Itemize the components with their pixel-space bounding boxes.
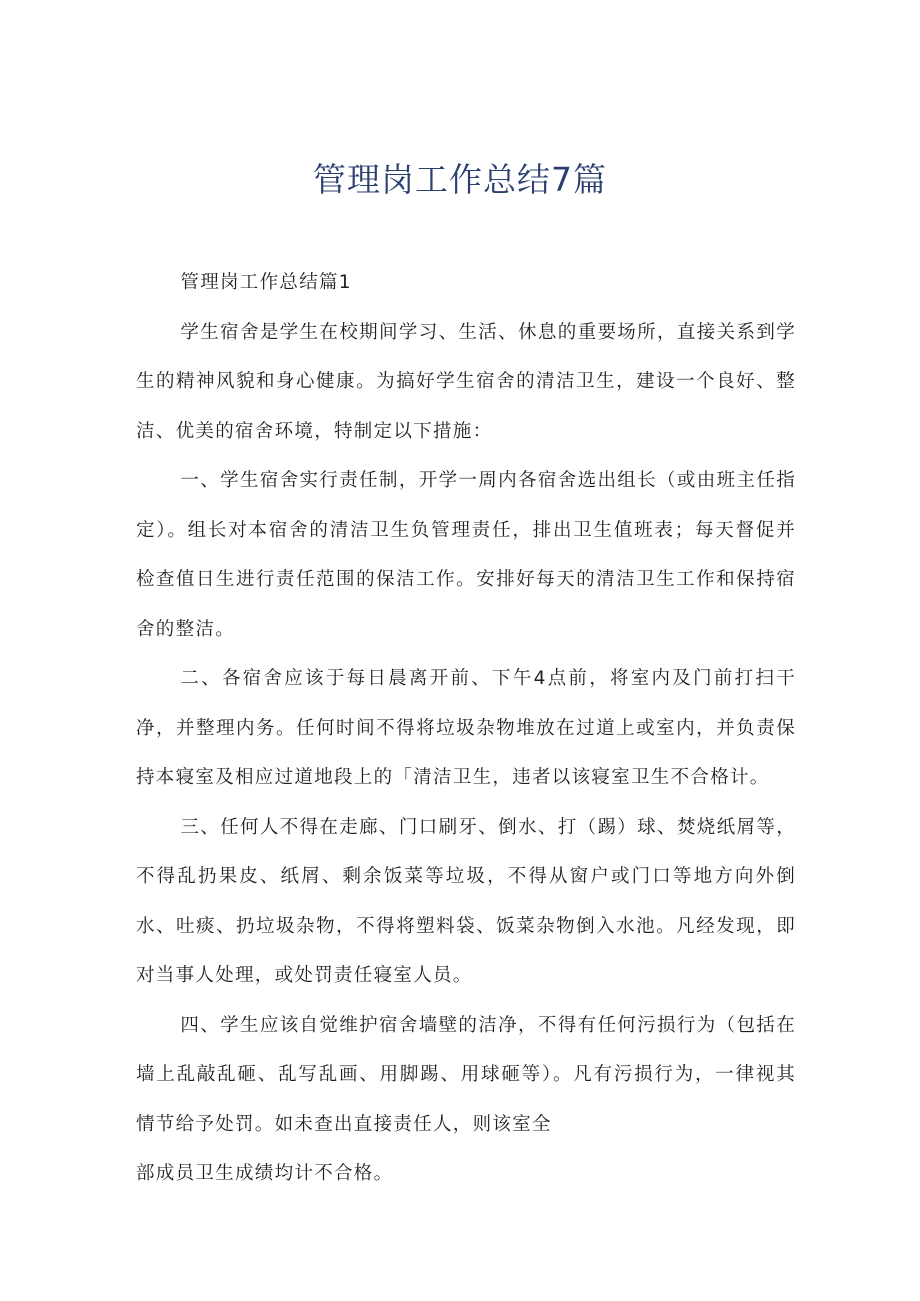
document-title: 管理岗工作总结7篇 [313, 160, 607, 199]
document-body [136, 258, 796, 1199]
paragraph-rule-2: 二、各宿舍应该于每日晨离开前、下午4点前，将室内及门前打扫干净，并整理内务。任何时间不得将垃圾杂物堆放在过道上或室内，并负责保持本寝室及相应过道地段上的「清洁卫生，违者以该寝室卫生不合格计。 [136, 668, 796, 788]
section-heading: 管理岗工作总结篇1 [180, 272, 352, 293]
paragraph-intro: 学生宿舍是学生在校期间学习、生活、休息的重要场所，直接关系到学生的精神风貌和身心健康。为搞好学生宿舍的清洁卫生，建设一个良好、整洁、优美的宿舍环境，特制定以下措施： [136, 321, 796, 442]
paragraph-rule-4-continued: 部成员卫生成绩均计不合格。 [136, 1163, 394, 1184]
paragraph-rule-3: 三、任何人不得在走廊、门口刷牙、倒水、打（踢）球、焚烧纸屑等，不得乱扔果皮、纸屑、剩余饭菜等垃圾，不得从窗户或门口等地方向外倒水、吐痰、扔垃圾杂物，不得将塑料袋、饭菜杂物倒入水池。凡经发现，即对当事人处理，或处罚责任寝室人员。 [136, 816, 796, 986]
paragraph-rule-1: 一、学生宿舍实行责任制，开学一周内各宿舍选出组长（或由班主任指定）。组长对本宿舍的清洁卫生负管理责任，排出卫生值班表；每天督促并检查值日生进行责任范围的保洁工作。安排好每天的清洁卫生工作和保持宿舍的整洁。 [136, 470, 796, 640]
paragraph-rule-4: 四、学生应该自觉维护宿舍墙壁的洁净，不得有任何污损行为（包括在墙上乱敲乱砸、乱写乱画、用脚踢、用球砸等）。凡有污损行为，一律视其情节给予处罚。如未查出直接责任人，则该室全 [136, 1014, 796, 1135]
